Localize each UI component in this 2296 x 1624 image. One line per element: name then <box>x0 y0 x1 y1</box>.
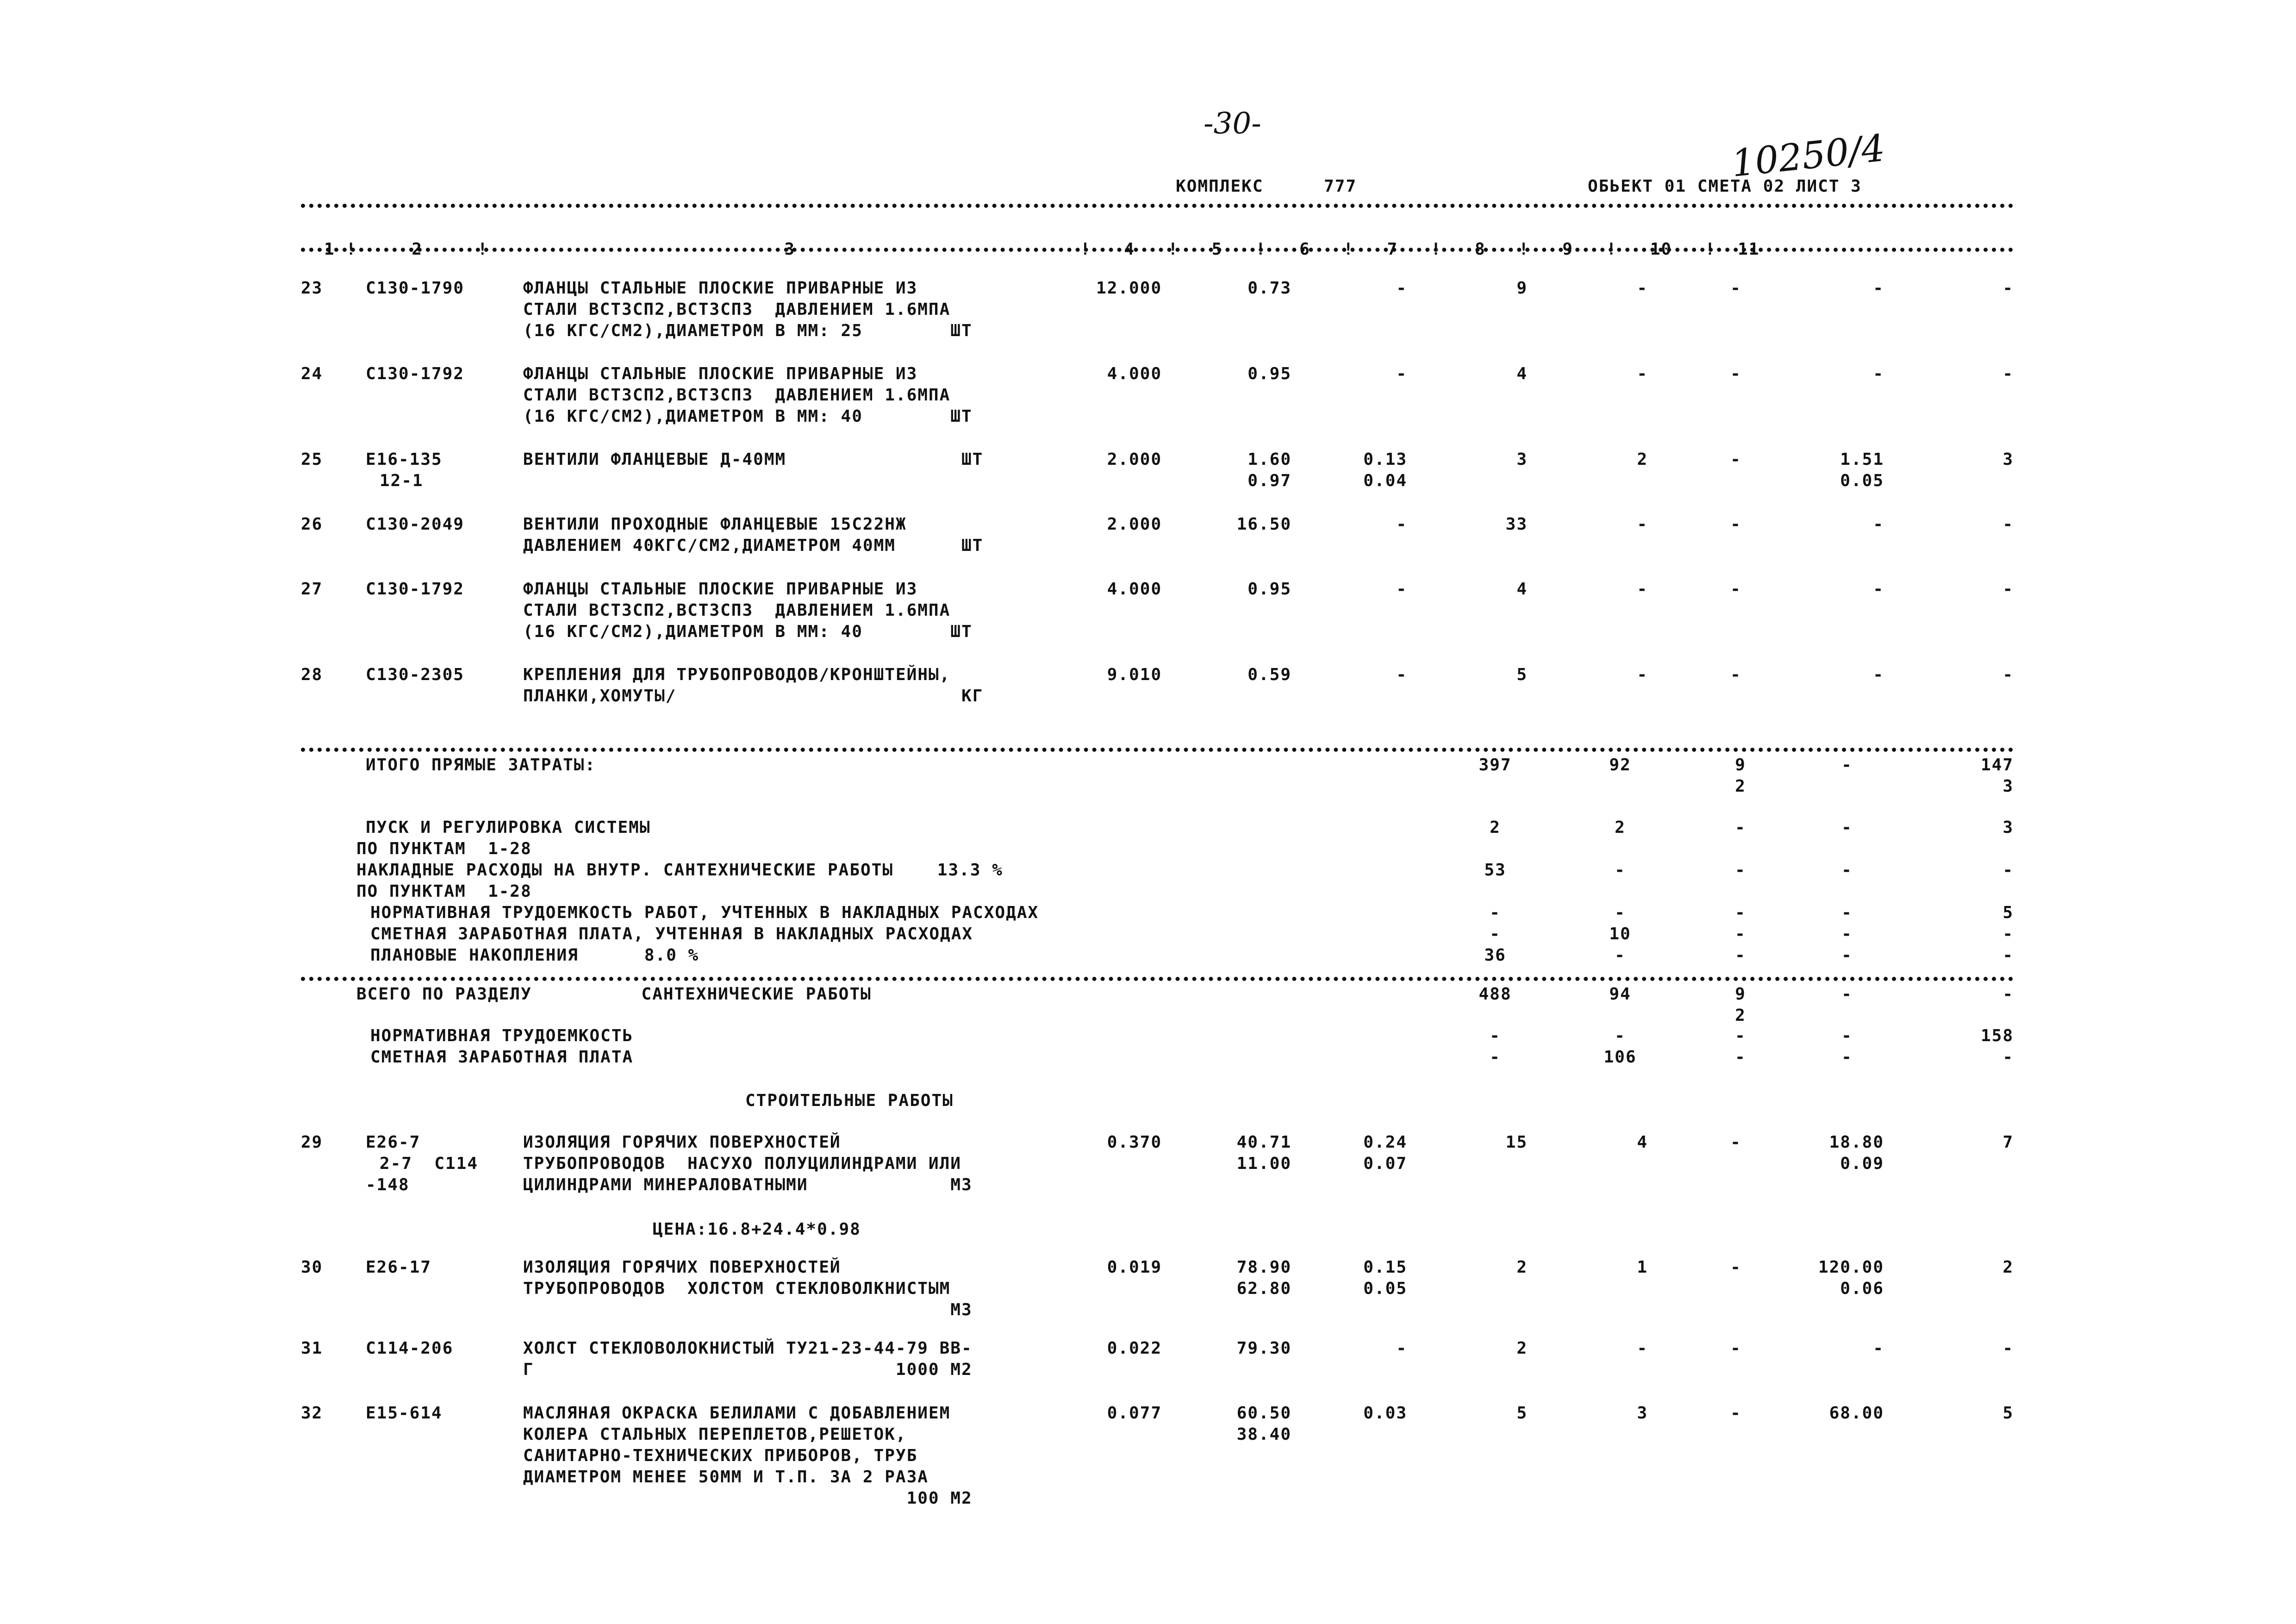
row-29-c8: 4 <box>1637 1133 1648 1152</box>
kompleks-value: 777 <box>1324 177 1357 196</box>
row-31-c7: 2 <box>1516 1339 1528 1358</box>
row-30-c7: 2 <box>1516 1258 1528 1277</box>
itogo-c8: 92 <box>1609 756 1631 775</box>
handwritten-code: 10250/4 <box>1729 126 1887 186</box>
row-25-code: Е16-135 <box>366 450 443 469</box>
row-32-c5: 60.50 <box>1236 1404 1292 1423</box>
smet-zp-c11: - <box>2003 924 2014 943</box>
row-23-c4: 12.000 <box>1096 279 1162 298</box>
row-32-c10: 68.00 <box>1829 1404 1884 1423</box>
header-rule-bottom <box>301 248 2014 252</box>
row-26-c4: 2.000 <box>1107 515 1162 534</box>
row-32-code: Е15-614 <box>366 1404 443 1423</box>
naklad-label: НАКЛАДНЫЕ РАСХОДЫ НА ВНУТР. САНТЕХНИЧЕСКИЕ РАБОТЫ 13.3 % <box>356 861 1003 880</box>
row-32-c4: 0.077 <box>1107 1404 1162 1423</box>
row-24-c7: 4 <box>1516 364 1528 383</box>
row-30-code: Е26-17 <box>366 1258 432 1277</box>
norm2-c11: 158 <box>1980 1026 2014 1045</box>
row-26-c10: - <box>1873 515 1884 534</box>
row-30-c10b: 0.06 <box>1840 1279 1884 1298</box>
row-27-n: 27 <box>301 580 323 599</box>
smet2-c9: - <box>1735 1048 1746 1067</box>
row-32-desc-line: ДИАМЕТРОМ МЕНЕЕ 50ММ И Т.П. ЗА 2 РАЗА <box>523 1468 929 1487</box>
smet2-label: СМЕТНАЯ ЗАРАБОТНАЯ ПЛАТА <box>370 1048 634 1067</box>
row-27-desc-line: (16 КГС/СМ2),ДИАМЕТРОМ В ММ: 40 ШТ <box>523 622 973 641</box>
naklad-c11: - <box>2003 861 2014 880</box>
row-26-code: С130-2049 <box>366 515 465 534</box>
norm2-c8: - <box>1615 1026 1626 1045</box>
object-line: ОБЬЕКТ 01 СМЕТА 02 ЛИСТ 3 <box>1588 177 1862 196</box>
row-28-desc-line: ПЛАНКИ,ХОМУТЫ/ КГ <box>523 687 984 706</box>
row-25-c10: 1.51 <box>1840 450 1884 469</box>
column-number-header: 1 ! 2 ! 3 ! 4 ! 5 ! 6 ! 7 ! 8 ! 9 ! 10 ! 11 <box>324 240 1760 259</box>
plan-label: ПЛАНОВЫЕ НАКОПЛЕНИЯ 8.0 % <box>370 946 699 965</box>
row-28-code: С130-2305 <box>366 665 465 684</box>
row-25-n: 25 <box>301 450 323 469</box>
row-30-c10: 120.00 <box>1818 1258 1884 1277</box>
row-24-desc-line: СТАЛИ ВСТ3СП2,ВСТ3СП3 ДАВЛЕНИЕМ 1.6МПА <box>523 386 951 405</box>
row-32-desc-line: МАСЛЯНАЯ ОКРАСКА БЕЛИЛАМИ С ДОБАВЛЕНИЕМ <box>523 1404 951 1423</box>
row-29-note: ЦЕНА:16.8+24.4*0.98 <box>653 1220 861 1239</box>
row-25-c8: 2 <box>1637 450 1648 469</box>
norm2-c10: - <box>1841 1026 1853 1045</box>
row-29-desc-line: ИЗОЛЯЦИЯ ГОРЯЧИХ ПОВЕРХНОСТЕЙ <box>523 1133 841 1152</box>
row-26-c11: - <box>2003 515 2014 534</box>
row-28-desc-line: КРЕПЛЕНИЯ ДЛЯ ТРУБОПРОВОДОВ/КРОНШТЕЙНЫ, <box>523 665 951 684</box>
row-32-desc-line: САНИТАРНО-ТЕХНИЧЕСКИХ ПРИБОРОВ, ТРУБ <box>523 1446 918 1465</box>
row-31-desc-line: ХОЛСТ СТЕКЛОВОЛОКНИСТЫЙ ТУ21-23-44-79 ВВ- <box>523 1339 973 1358</box>
norm-trud-c11: 5 <box>2003 903 2014 922</box>
plan-c9: - <box>1735 946 1746 965</box>
row-24-c11: - <box>2003 364 2014 383</box>
row-25-c4: 2.000 <box>1107 450 1162 469</box>
row-29-code3: -148 <box>366 1175 410 1194</box>
row-30-c5: 78.90 <box>1236 1258 1292 1277</box>
norm2-c7: - <box>1490 1026 1501 1045</box>
row-25-c6: 0.13 <box>1363 450 1407 469</box>
smet-zp-c7: - <box>1490 924 1501 943</box>
vsego-c9: 9 <box>1735 985 1746 1004</box>
row-30-c11: 2 <box>2003 1258 2014 1277</box>
vsego-c8: 94 <box>1609 985 1631 1004</box>
row-24-desc-line: ФЛАНЦЫ СТАЛЬНЫЕ ПЛОСКИЕ ПРИВАРНЫЕ ИЗ <box>523 364 918 383</box>
pusk-c10: - <box>1841 818 1853 837</box>
row-27-c11: - <box>2003 580 2014 599</box>
itogo-label: ИТОГО ПРЯМЫЕ ЗАТРАТЫ: <box>366 756 596 775</box>
naklad-c10: - <box>1841 861 1853 880</box>
row-23-c8: - <box>1637 279 1648 298</box>
row-23-code: С130-1790 <box>366 279 465 298</box>
row-29-c5: 40.71 <box>1236 1133 1292 1152</box>
row-24-c6: - <box>1396 364 1407 383</box>
row-29-code: Е26-7 <box>366 1133 421 1152</box>
smet2-c7: - <box>1490 1048 1501 1067</box>
row-30-c8: 1 <box>1637 1258 1648 1277</box>
row-30-c5b: 62.80 <box>1236 1279 1292 1298</box>
row-29-c11: 7 <box>2003 1133 2014 1152</box>
row-27-c6: - <box>1396 580 1407 599</box>
row-24-code: С130-1792 <box>366 364 465 383</box>
plan-c11: - <box>2003 946 2014 965</box>
row-26-desc-line: ДАВЛЕНИЕМ 40КГС/СМ2,ДИАМЕТРОМ 40ММ ШТ <box>523 536 984 555</box>
row-26-c5: 16.50 <box>1236 515 1292 534</box>
row-32-c5b: 38.40 <box>1236 1425 1292 1444</box>
row-31-c10: - <box>1873 1339 1884 1358</box>
row-29-c10: 18.80 <box>1829 1133 1884 1152</box>
totals-rule <box>301 748 2014 752</box>
row-25-c5b: 0.97 <box>1248 471 1292 490</box>
smet-zp-label: СМЕТНАЯ ЗАРАБОТНАЯ ПЛАТА, УЧТЕННАЯ В НАКЛАДНЫХ РАСХОДАХ <box>370 924 973 943</box>
row-24-n: 24 <box>301 364 323 383</box>
row-32-desc-line: 100 М2 <box>523 1489 973 1508</box>
row-29-c10b: 0.09 <box>1840 1154 1884 1173</box>
row-25-c11: 3 <box>2003 450 2014 469</box>
row-26-c7: 33 <box>1505 515 1528 534</box>
row-32-c11: 5 <box>2003 1404 2014 1423</box>
row-29-c9: - <box>1730 1133 1741 1152</box>
itogo-c11b: 3 <box>2003 777 2014 796</box>
naklad-c9: - <box>1735 861 1746 880</box>
po-punktam-1: ПО ПУНКТАМ 1-28 <box>356 839 532 858</box>
row-24-c9: - <box>1730 364 1741 383</box>
pusk-c11: 3 <box>2003 818 2014 837</box>
row-30-desc-line: ИЗОЛЯЦИЯ ГОРЯЧИХ ПОВЕРХНОСТЕЙ <box>523 1258 841 1277</box>
norm2-label: НОРМАТИВНАЯ ТРУДОЕМКОСТЬ <box>370 1026 634 1045</box>
smet-zp-c10: - <box>1841 924 1853 943</box>
row-29-c6b: 0.07 <box>1363 1154 1407 1173</box>
row-30-c9: - <box>1730 1258 1741 1277</box>
row-32-c7: 5 <box>1516 1404 1528 1423</box>
row-28-c8: - <box>1637 665 1648 684</box>
row-32-desc-line: КОЛЕРА СТАЛЬНЫХ ПЕРЕПЛЕТОВ,РЕШЕТОК, <box>523 1425 907 1444</box>
row-25-c7: 3 <box>1516 450 1528 469</box>
row-27-c10: - <box>1873 580 1884 599</box>
norm2-c9: - <box>1735 1026 1746 1045</box>
smet-zp-c9: - <box>1735 924 1746 943</box>
smet2-c10: - <box>1841 1048 1853 1067</box>
row-32-n: 32 <box>301 1404 323 1423</box>
row-27-c8: - <box>1637 580 1648 599</box>
row-28-c10: - <box>1873 665 1884 684</box>
norm-trud-c8: - <box>1615 903 1626 922</box>
row-27-code: С130-1792 <box>366 580 465 599</box>
norm-trud-c9: - <box>1735 903 1746 922</box>
vsego-c9b: 2 <box>1735 1006 1746 1025</box>
norm-trud-label: НОРМАТИВНАЯ ТРУДОЕМКОСТЬ РАБОТ, УЧТЕННЫХ В НАКЛАДНЫХ РАСХОДАХ <box>370 903 1039 922</box>
smet2-c8: 106 <box>1603 1048 1637 1067</box>
row-23-c11: - <box>2003 279 2014 298</box>
row-29-desc-line: ЦИЛИНДРАМИ МИНЕРАЛОВАТНЫМИ М3 <box>523 1175 973 1194</box>
row-29-c5b: 11.00 <box>1236 1154 1292 1173</box>
itogo-c9b: 2 <box>1735 777 1746 796</box>
row-23-c7: 9 <box>1516 279 1528 298</box>
row-30-c6: 0.15 <box>1363 1258 1407 1277</box>
row-24-c8: - <box>1637 364 1648 383</box>
row-25-c10b: 0.05 <box>1840 471 1884 490</box>
row-25-c6b: 0.04 <box>1363 471 1407 490</box>
row-27-c4: 4.000 <box>1107 580 1162 599</box>
row-23-desc-line: ФЛАНЦЫ СТАЛЬНЫЕ ПЛОСКИЕ ПРИВАРНЫЕ ИЗ <box>523 279 918 298</box>
row-26-c9: - <box>1730 515 1741 534</box>
row-28-c5: 0.59 <box>1248 665 1292 684</box>
itogo-c10: - <box>1841 756 1853 775</box>
row-29-c4: 0.370 <box>1107 1133 1162 1152</box>
row-29-n: 29 <box>301 1133 323 1152</box>
pusk-c8: 2 <box>1615 818 1626 837</box>
naklad-c8: - <box>1615 861 1626 880</box>
row-30-n: 30 <box>301 1258 323 1277</box>
row-27-desc-line: ФЛАНЦЫ СТАЛЬНЫЕ ПЛОСКИЕ ПРИВАРНЫЕ ИЗ <box>523 580 918 599</box>
row-25-code2: 12-1 <box>380 471 424 490</box>
row-31-c9: - <box>1730 1339 1741 1358</box>
po-punktam-2: ПО ПУНКТАМ 1-28 <box>356 882 532 901</box>
smet2-c11: - <box>2003 1048 2014 1067</box>
vsego-rule <box>301 977 2014 981</box>
norm-trud-c7: - <box>1490 903 1501 922</box>
row-23-c10: - <box>1873 279 1884 298</box>
vsego-c11: - <box>2003 985 2014 1004</box>
plan-c7: 36 <box>1484 946 1506 965</box>
row-27-c5: 0.95 <box>1248 580 1292 599</box>
row-23-n: 23 <box>301 279 323 298</box>
row-26-c8: - <box>1637 515 1648 534</box>
row-32-c6: 0.03 <box>1363 1404 1407 1423</box>
row-29-c7: 15 <box>1505 1133 1528 1152</box>
row-28-c6: - <box>1396 665 1407 684</box>
row-23-desc-line: (16 КГС/СМ2),ДИАМЕТРОМ В ММ: 25 ШТ <box>523 321 973 340</box>
row-31-c5: 79.30 <box>1236 1339 1292 1358</box>
row-24-c10: - <box>1873 364 1884 383</box>
row-26-desc-line: ВЕНТИЛИ ПРОХОДНЫЕ ФЛАНЦЕВЫЕ 15С22НЖ <box>523 515 907 534</box>
pusk-label: ПУСК И РЕГУЛИРОВКА СИСТЕМЫ <box>366 818 651 837</box>
row-23-c6: - <box>1396 279 1407 298</box>
row-28-n: 28 <box>301 665 323 684</box>
row-27-desc-line: СТАЛИ ВСТ3СП2,ВСТ3СП3 ДАВЛЕНИЕМ 1.6МПА <box>523 601 951 620</box>
vsego-label: ВСЕГО ПО РАЗДЕЛУ САНТЕХНИЧЕСКИЕ РАБОТЫ <box>356 985 872 1004</box>
row-29-code2: 2-7 С114 <box>380 1154 479 1173</box>
header-rule-top <box>301 204 2014 208</box>
page-number: -30- <box>1204 106 1261 141</box>
row-23-c5: 0.73 <box>1248 279 1292 298</box>
row-26-c6: - <box>1396 515 1407 534</box>
row-28-c7: 5 <box>1516 665 1528 684</box>
row-31-c8: - <box>1637 1339 1648 1358</box>
itogo-c11: 147 <box>1980 756 2014 775</box>
row-27-c7: 4 <box>1516 580 1528 599</box>
row-25-c9: - <box>1730 450 1741 469</box>
kompleks-label: КОМПЛЕКС <box>1176 177 1264 196</box>
row-24-c4: 4.000 <box>1107 364 1162 383</box>
row-30-c4: 0.019 <box>1107 1258 1162 1277</box>
row-29-desc-line: ТРУБОПРОВОДОВ НАСУХО ПОЛУЦИЛИНДРАМИ ИЛИ <box>523 1154 961 1173</box>
row-32-c9: - <box>1730 1404 1741 1423</box>
row-25-c5: 1.60 <box>1248 450 1292 469</box>
row-31-n: 31 <box>301 1339 323 1358</box>
row-31-c6: - <box>1396 1339 1407 1358</box>
itogo-c7: 397 <box>1479 756 1512 775</box>
row-23-desc-line: СТАЛИ ВСТ3СП2,ВСТ3СП3 ДАВЛЕНИЕМ 1.6МПА <box>523 300 951 319</box>
pusk-c9: - <box>1735 818 1746 837</box>
row-30-desc-line: М3 <box>523 1300 973 1319</box>
plan-c8: - <box>1615 946 1626 965</box>
row-31-c4: 0.022 <box>1107 1339 1162 1358</box>
itogo-c9: 9 <box>1735 756 1746 775</box>
smet-zp-c8: 10 <box>1609 924 1631 943</box>
row-23-c9: - <box>1730 279 1741 298</box>
row-29-c6: 0.24 <box>1363 1133 1407 1152</box>
plan-c10: - <box>1841 946 1853 965</box>
row-26-n: 26 <box>301 515 323 534</box>
section2-title: СТРОИТЕЛЬНЫЕ РАБОТЫ <box>745 1091 954 1110</box>
row-30-c6b: 0.05 <box>1363 1279 1407 1298</box>
row-28-c4: 9.010 <box>1107 665 1162 684</box>
row-28-c9: - <box>1730 665 1741 684</box>
row-31-code: С114-206 <box>366 1339 454 1358</box>
row-32-c8: 3 <box>1637 1404 1648 1423</box>
vsego-c7: 488 <box>1479 985 1512 1004</box>
row-24-c5: 0.95 <box>1248 364 1292 383</box>
row-25-desc-line: ВЕНТИЛИ ФЛАНЦЕВЫЕ Д-40ММ ШТ <box>523 450 984 469</box>
row-30-desc-line: ТРУБОПРОВОДОВ ХОЛСТОМ СТЕКЛОВОЛКНИСТЫМ <box>523 1279 951 1298</box>
vsego-c10: - <box>1841 985 1853 1004</box>
pusk-c7: 2 <box>1490 818 1501 837</box>
row-31-c11: - <box>2003 1339 2014 1358</box>
naklad-c7: 53 <box>1484 861 1506 880</box>
row-31-desc-line: Г 1000 М2 <box>523 1360 973 1379</box>
norm-trud-c10: - <box>1841 903 1853 922</box>
row-24-desc-line: (16 КГС/СМ2),ДИАМЕТРОМ В ММ: 40 ШТ <box>523 407 973 426</box>
row-27-c9: - <box>1730 580 1741 599</box>
row-28-c11: - <box>2003 665 2014 684</box>
